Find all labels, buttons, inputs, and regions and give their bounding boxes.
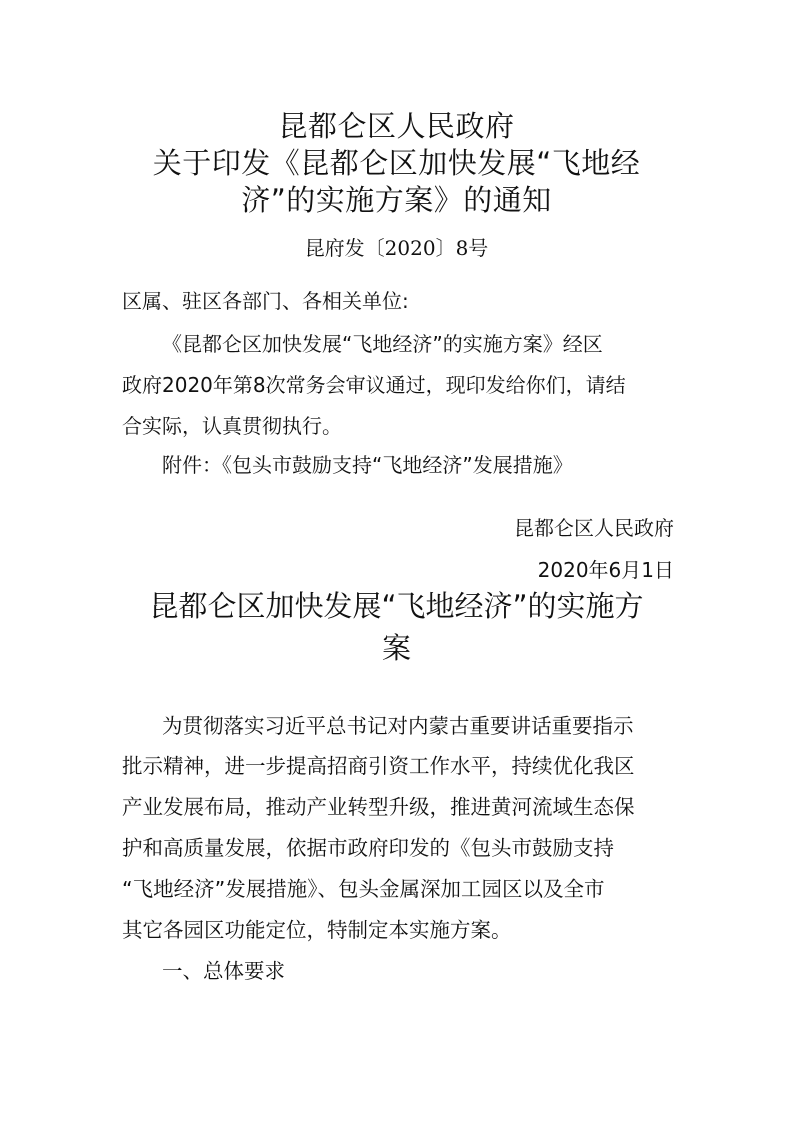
notice-title-line: 济”的实施方案》的通知	[241, 183, 552, 217]
issue-date: 2020年6月1日	[537, 558, 674, 582]
notice-title-line: 昆都仑区人民政府	[278, 109, 515, 143]
signature: 昆都仑区人民政府	[514, 516, 674, 540]
plan-paragraph-line: 批示精神，进一步提高招商引资工作水平，持续优化我区	[122, 754, 635, 778]
attachment-line: 附件：《包头市鼓励支持“飞地经济”发展措施》	[162, 453, 573, 477]
plan-paragraph-line: “飞地经济”发展措施》、包头金属深加工园区以及全市	[122, 877, 605, 901]
document-number: 昆府发〔2020〕8号	[304, 236, 489, 260]
notice-title	[80, 108, 713, 219]
section-heading: 一、总体要求	[162, 959, 285, 983]
plan-paragraph-line: 护和高质量发展，依据市政府印发的《包头市鼓励支持	[122, 836, 614, 860]
notice-title-line: 关于印发《昆都仑区加快发展“飞地经	[152, 146, 641, 180]
salutation: 区属、驻区各部门、各相关单位:	[122, 289, 409, 313]
plan-title-line: 昆都仑区加快发展“飞地经济”的实施方	[149, 589, 644, 623]
plan-title	[80, 585, 713, 669]
notice-body-line: 政府2020年第8次常务会审议通过，现印发给你们，请结	[122, 373, 626, 397]
plan-paragraph-line: 产业发展布局，推动产业转型升级，推进黄河流域生态保	[122, 795, 635, 819]
notice-body-line: 合实际，认真贯彻执行。	[122, 414, 342, 438]
notice-body-line: 《昆都仑区加快发展“飞地经济”的实施方案》经区	[162, 332, 603, 356]
plan-title-line: 案	[381, 631, 411, 665]
plan-paragraph-line: 为贯彻落实习近平总书记对内蒙古重要讲话重要指示	[162, 714, 634, 738]
plan-paragraph-line: 其它各园区功能定位，特制定本实施方案。	[122, 918, 512, 942]
